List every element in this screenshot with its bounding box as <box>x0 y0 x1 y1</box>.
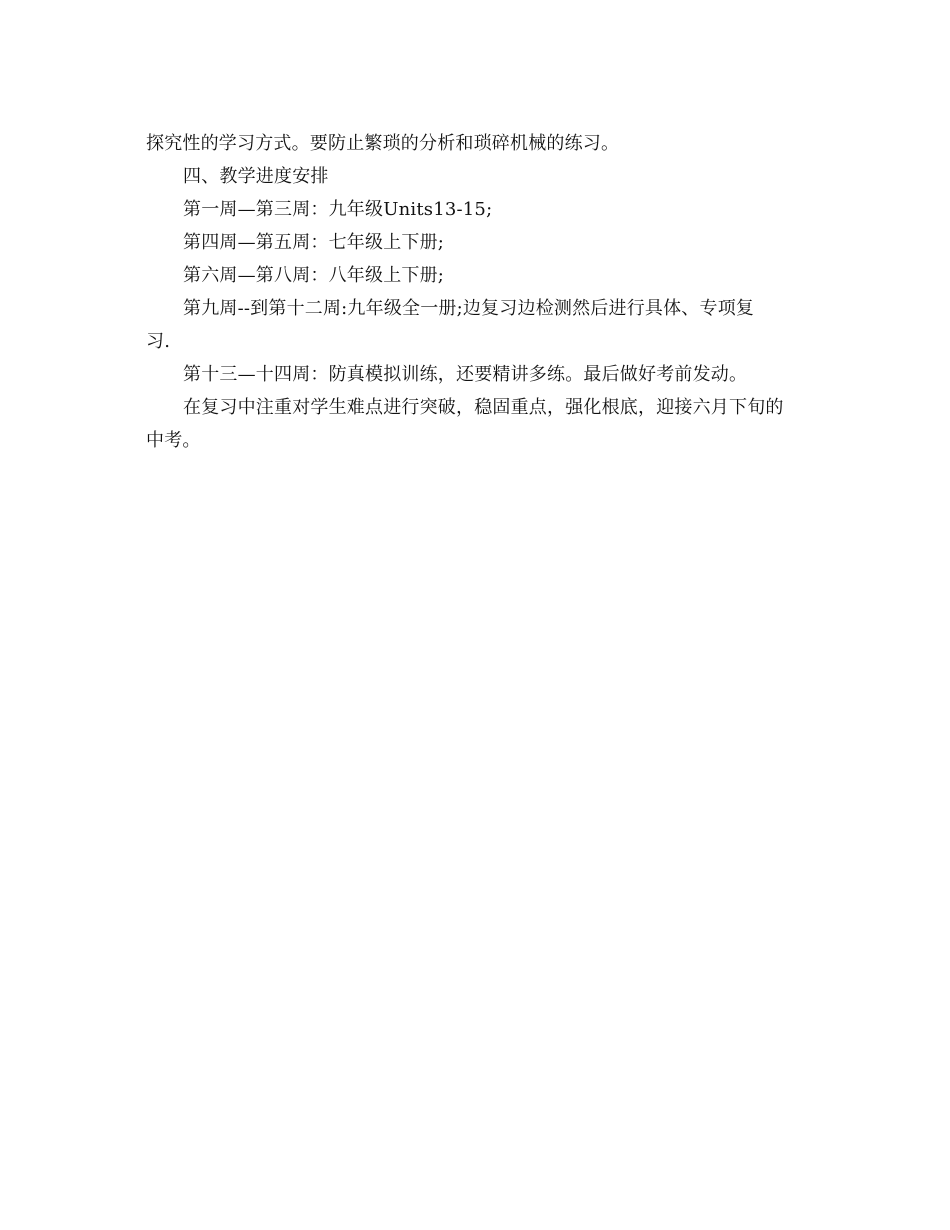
schedule-item: 第六周—第八周：八年级上下册; <box>183 265 445 286</box>
schedule-item: 第四周—第五周：七年级上下册; <box>183 232 445 253</box>
paragraph-line: 在复习中注重对学生难点进行突破，稳固重点，强化根底，迎接六月下旬的 <box>183 397 784 418</box>
paragraph-line-continuation: 中考。 <box>146 430 201 451</box>
document-page <box>146 127 806 457</box>
schedule-item: 第十三—十四周：防真模拟训练，还要精讲多练。最后做好考前发动。 <box>183 364 748 385</box>
paragraph-line: 探究性的学习方式。要防止繁琐的分析和琐碎机械的练习。 <box>146 133 620 154</box>
schedule-item: 第一周—第三周：九年级Units13-15; <box>183 199 493 220</box>
schedule-item-continuation: 习. <box>146 331 171 352</box>
section-heading: 四、教学进度安排 <box>183 166 329 187</box>
schedule-item: 第九周--到第十二周:九年级全一册;边复习边检测然后进行具体、专项复 <box>183 298 755 319</box>
